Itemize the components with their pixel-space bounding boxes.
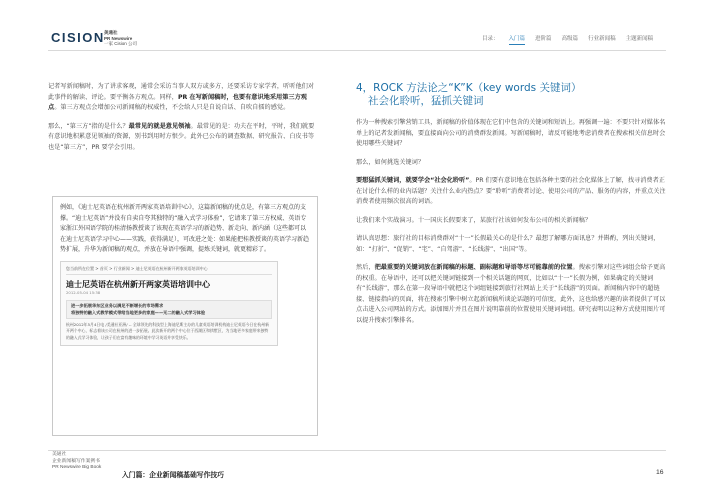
screenshot-highlights	[66, 300, 272, 319]
footer-divider	[48, 450, 666, 451]
partner-line-3: 一家 Cision 公司	[104, 41, 138, 46]
toc-link-industry[interactable]: 行业新闻稿	[588, 36, 616, 42]
screenshot-highlight-1: 进一步拓展华东区业务以满足不断增长的市场需求	[71, 302, 164, 308]
toc-link-advanced[interactable]: 进阶篇	[535, 36, 552, 42]
section-title-line-1: 4，ROCK 方法论之“K”K（key words 关键词）	[356, 82, 582, 94]
screenshot-breadcrumb: 您当前所在位置 > 首页 > 行业新闻 > 迪士尼英语在杭州新开两家英语培训中心	[66, 266, 272, 275]
left-paragraph-2: 那么，“第三方”指的是什么？最常见的就是意见领袖。最常见的是：功夫在平时，平时，我们就要有意识地积累意见领袖的资源，别书到用时方恨少。此外已公布的调查数据、研究报告、白皮书等也是“第三方”，PR 要学会引用。	[48, 122, 315, 151]
right-column	[356, 82, 666, 334]
header-divider	[48, 50, 666, 51]
example-text: 例如，《迪士尼英语在杭州新开两家英语培训中心》，这篇新闻稿的优点是，有第三方观点的支撑。“迪士尼英语”并没有自卖自夸其独特的“融入式学习体验”，它请来了第三方权威、英语专家浙江外国语学院的桂清扬教授谈了该现在英语学习的新趋势、新走向、新内涵（这些都可以在迪士尼英语学习中心——实践，获得满足），可改进之处：如果能把桂教授谈的英语学习新趋势扩展，升华为新闻稿的观点，并放在导语中强调，提炼关键词，就更精彩了。	[60, 204, 310, 254]
toc-label: 目录：	[482, 36, 499, 42]
screenshot-highlight-2: 将独特的融入式教学模式带给当地更多的家庭——无二的融入式学习体验	[71, 309, 206, 315]
toc-link-topic[interactable]: 主题新闻稿	[625, 36, 654, 42]
toc-nav	[482, 34, 663, 42]
section-title	[356, 82, 666, 108]
footer-brand: 美通社 企业新闻稿写作案例书 PR Newswire Big Book	[52, 452, 102, 470]
right-paragraph-6: 然后，把最重要的关键词放在新闻稿的标题、副标题和导语等尽可能靠前的位置。搜索引擎对这些词组会给予更高的权重。在导语中，还可以把关键词链接到一个相关话题的网页，比如以“十一”长假为例，如果确定的关键词有“长线游”，那么在第一段导语中就把这个词组链接到旅行社网站上关于“长线游”的页面。新闻稿内容中的超链接、链接指向的页面，将在搜索引擎中树立起新闻稿所谈论话题的可信度，此外，这也给感兴趣的读者提供了可以点击进入公司网站的方式。添加图片并且在图片说明靠前的位置使用关键词词组。研究表明以这种方式使用图片可以提升搜索引擎排名。	[356, 264, 666, 324]
section-title-line-2: 社会化聆听，猛抓关键词	[368, 95, 484, 107]
footer-chapter-title: 入门篇：企业新闻稿基础写作技巧	[122, 471, 224, 479]
partner-line-1: 美通社	[104, 30, 118, 35]
partner-line-2: PR Newswire	[104, 35, 133, 41]
example-quote-box	[52, 196, 318, 436]
screenshot-title: 迪士尼英语在杭州新开两家英语培训中心	[66, 279, 210, 289]
right-paragraph-4: 让我们来个实战演习。十一国庆长假要来了，某旅行社该如何发布公司的相关新闻稿？	[356, 216, 592, 224]
left-column	[48, 82, 318, 161]
left-paragraph-1: 记者写新闻稿时，为了讲求客观，通常会采访当事人双方或多方，还要采访专家学者，听听他们对此事件的解读、评论。要平衡各方观点。同样，PR 在写新闻稿时，也要有意识地采用第三方观点。第三方观点会增加公司新闻稿的权威性，不会给人只是自说自话、自吹自擂的感觉。	[48, 83, 315, 111]
press-release-screenshot	[60, 261, 278, 346]
page-number: 16	[656, 469, 664, 476]
toc-link-intro[interactable]: 入门篇	[508, 36, 526, 42]
screenshot-body: 杭州2012年5月4日电 /美通社亚洲/ -- 全球领先的科技型上海迪尼斯主办的儿童英语培训机构迪士尼英语今日在杭州新开两个中心，标志着该公司在杭州的进一步拓展。此次新开的两个中心位于西湖区和拱墅区，为当地更多家庭带来独特的融入式学习体验，让孩子们在富有趣味的环境中学习英语并享受快乐。	[66, 322, 269, 340]
right-paragraph-1: 作为一种搜索引擎营销工具，新闻稿的价值体现在它们中包含的关键词和短语上。再强调一遍：不要只针对媒体名单上的记者发新闻稿，要直接面向公司的消费群发新闻。写新闻稿时，请反可能地考虑消费者在搜索相关信息时会使用哪些关键词？	[356, 119, 666, 147]
screenshot-date: 2012-05-04 15:38	[66, 289, 101, 295]
toc-link-expert[interactable]: 高级篇	[561, 36, 579, 42]
right-paragraph-5: 请认真思想：旅行社的目标消费群对“十一”长假最关心的是什么？最想了解哪方面讯息？并斟酌，列出关键词，如：“打折”、“促销”、“宅”、“自驾游”、“长线游”、“出国”等。	[356, 235, 660, 253]
page-header	[0, 0, 710, 56]
right-paragraph-3: 要想猛抓关键词，就要学会“社会化聆听”。PR 们要有意识地在包括各种主要的社会化媒体上了解，找寻消费者正在讨论什么样的业内话题？关注什么业内热点？要“聆听”消费者讨论、使用公司的产品、服务的内容，并重点关注消费者使用频次很高的词语。	[356, 177, 666, 205]
right-paragraph-2: 那么，如何挑选关键词？	[356, 158, 425, 166]
cision-logo: CISION	[51, 30, 105, 45]
prnewswire-logo	[104, 30, 137, 47]
